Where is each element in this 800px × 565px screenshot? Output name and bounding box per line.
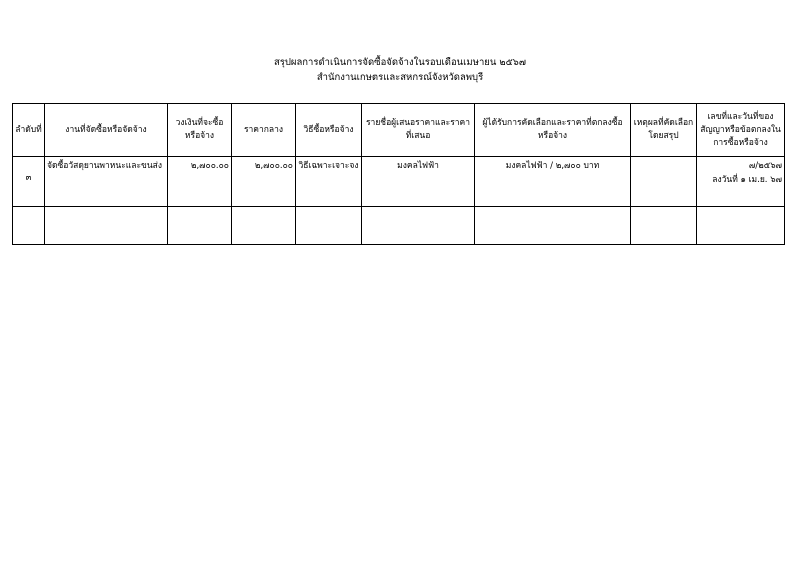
cell-contract — [697, 157, 785, 207]
table-row — [13, 157, 785, 207]
empty-cell — [296, 207, 362, 245]
empty-cell — [13, 207, 45, 245]
page-title: สรุปผลการดำเนินการจัดซื้อจัดจ้างในรอบเดือนเมษายน ๒๕๖๗ — [273, 57, 526, 68]
col-header-median-price: ราคากลาง — [232, 104, 296, 157]
empty-cell — [232, 207, 296, 245]
cell-bidders: มงคลไฟฟ้า — [362, 157, 475, 207]
col-header-contract: เลขที่และวันที่ของสัญญาหรือข้อตกลงในการซื้อหรือจ้าง — [697, 104, 785, 157]
empty-cell — [362, 207, 475, 245]
page-subtitle: สำนักงานเกษตรและสหกรณ์จังหวัดลพบุรี — [316, 72, 484, 83]
cell-winner: มงคลไฟฟ้า / ๒,๗๐๐ บาท — [475, 157, 631, 207]
col-header-bidders: รายชื่อผู้เสนอราคาและราคาที่เสนอ — [362, 104, 475, 157]
empty-cell — [697, 207, 785, 245]
cell-reason — [631, 157, 697, 207]
col-header-item: งานที่จัดซื้อหรือจัดจ้าง — [45, 104, 168, 157]
empty-cell — [168, 207, 232, 245]
cell-method: วิธีเฉพาะเจาะจง — [296, 157, 362, 207]
empty-cell — [45, 207, 168, 245]
col-header-no: ลำดับที่ — [13, 104, 45, 157]
contract-date: ลงวันที่ ๑ เม.ย. ๖๗ — [712, 175, 782, 185]
table-row-empty — [13, 207, 785, 245]
col-header-winner: ผู้ได้รับการคัดเลือกและราคาที่ตกลงซื้อหรือจ้าง — [475, 104, 631, 157]
cell-median-price: ๒,๗๐๐.๐๐ — [232, 157, 296, 207]
contract-number: ๗/๒๕๖๗ — [748, 161, 782, 171]
cell-item: จัดซื้อวัสดุยานพาหนะและขนส่ง — [45, 157, 168, 207]
col-header-reason: เหตุผลที่คัดเลือก โดยสรุป — [631, 104, 697, 157]
col-header-budget: วงเงินที่จะซื้อหรือจ้าง — [168, 104, 232, 157]
cell-budget: ๒,๗๐๐.๐๐ — [168, 157, 232, 207]
cell-no: ๓ — [13, 157, 45, 207]
procurement-table — [12, 103, 785, 245]
empty-cell — [475, 207, 631, 245]
col-header-method: วิธีซื้อหรือจ้าง — [296, 104, 362, 157]
empty-cell — [631, 207, 697, 245]
table-header-row — [13, 104, 785, 157]
